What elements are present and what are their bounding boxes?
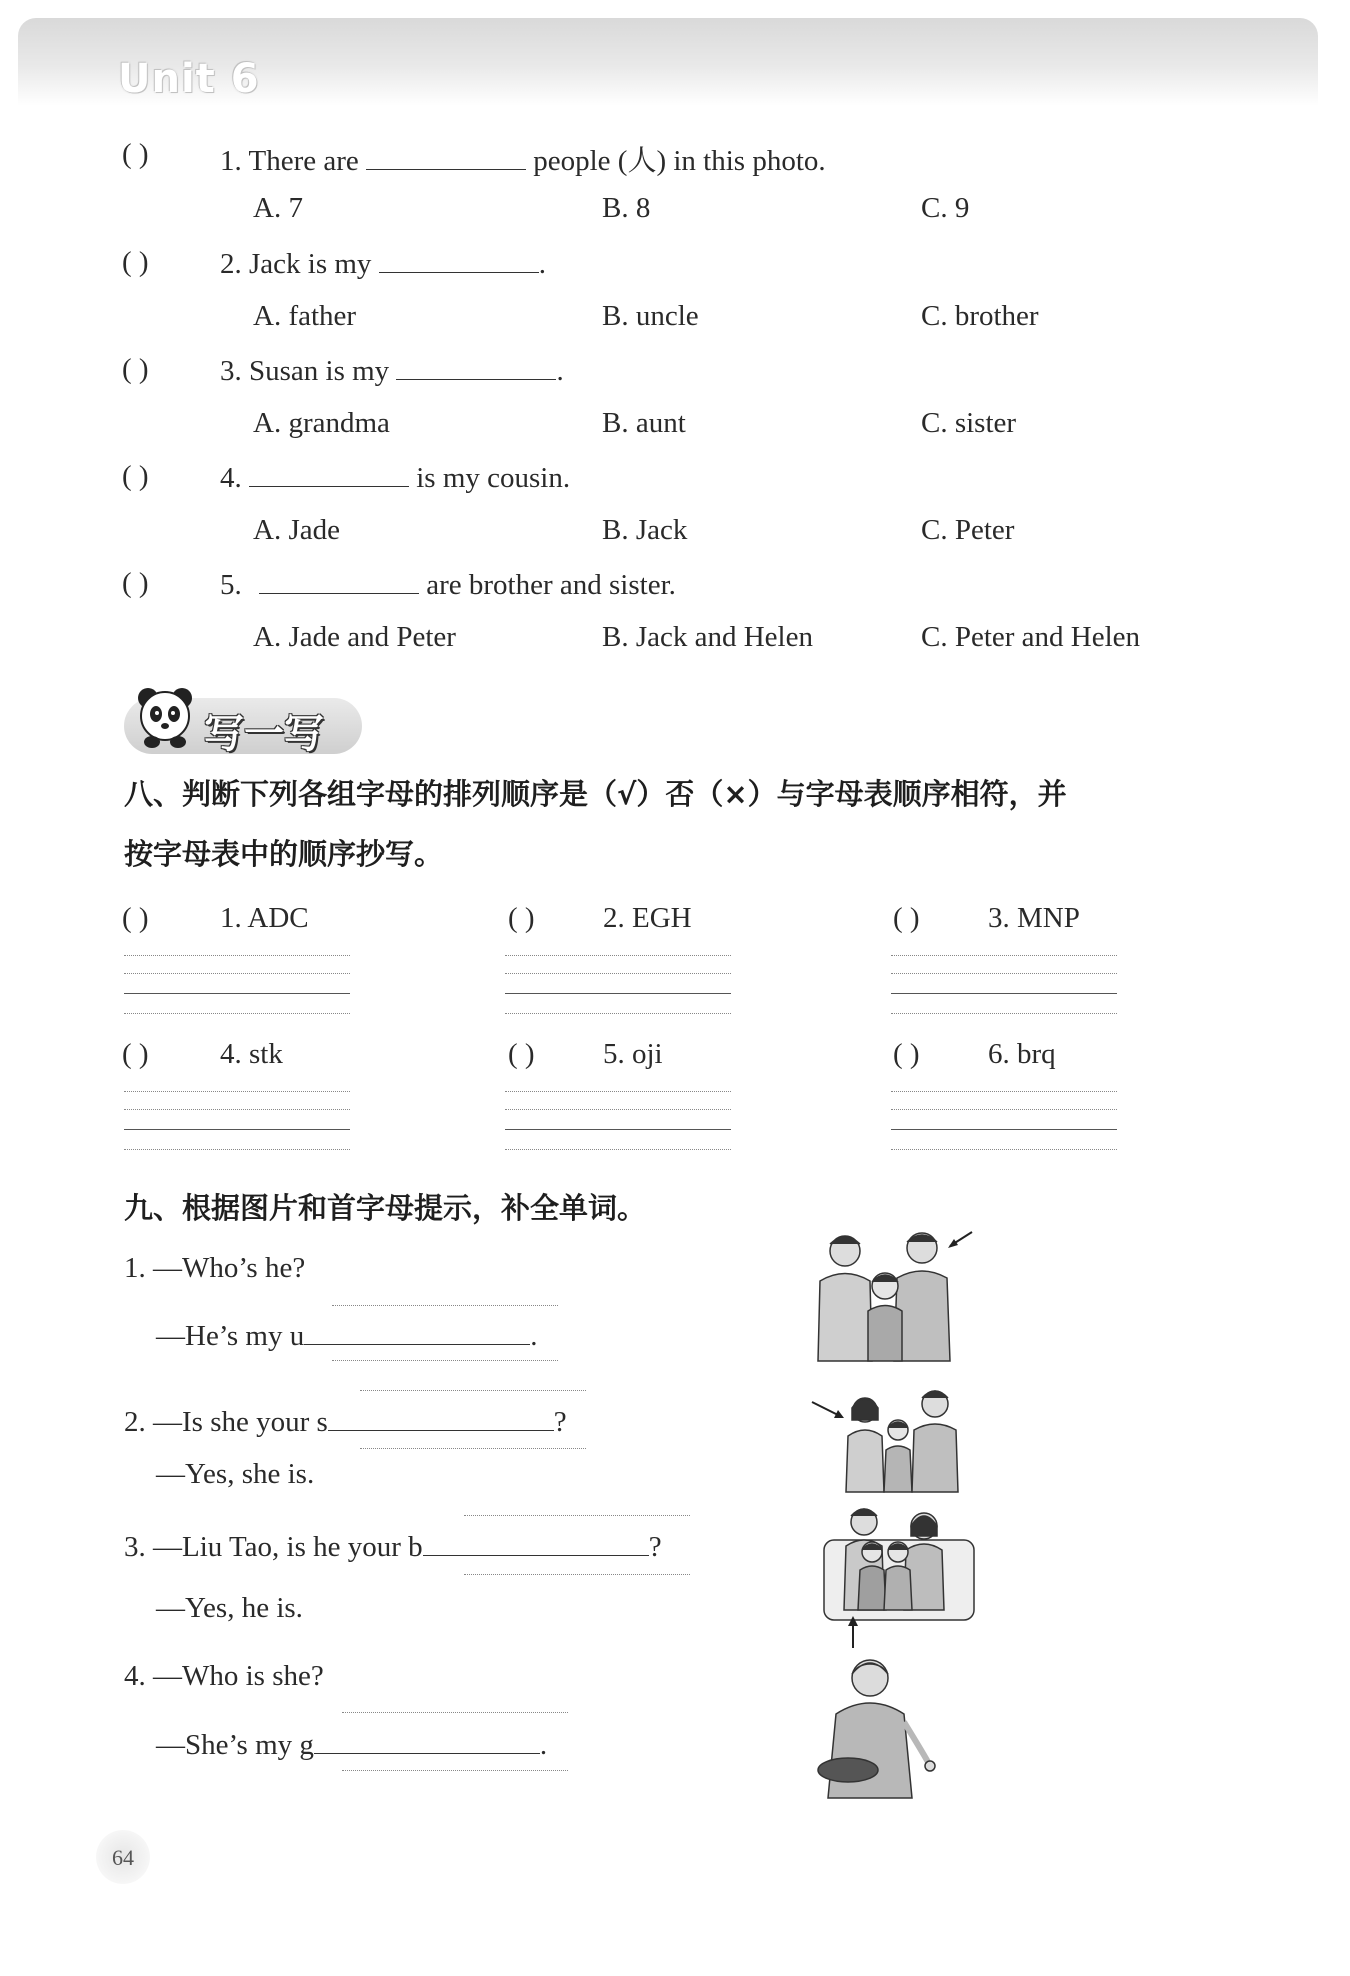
answer-paren[interactable]: ( ): [508, 902, 535, 934]
dialogue-2-question: 2. —Is she your s ?: [124, 1406, 567, 1438]
family-illustration: [810, 1226, 980, 1366]
option-b: B. 8: [602, 192, 651, 224]
answer-paren[interactable]: ( ): [893, 1038, 920, 1070]
writing-lines[interactable]: [124, 1091, 350, 1151]
option-a: A. father: [253, 300, 357, 332]
guide-line: [332, 1360, 558, 1361]
answer-blank[interactable]: [328, 1404, 554, 1431]
answer-paren[interactable]: ( ): [122, 902, 149, 934]
dialogue-2-answer: —Yes, she is.: [156, 1458, 315, 1490]
option-a: A. Jade and Peter: [253, 621, 456, 653]
dialogue-3-question: 3. —Liu Tao, is he your b ?: [124, 1531, 662, 1563]
answer-paren[interactable]: ( ): [122, 460, 149, 492]
page-number: 64: [112, 1845, 134, 1870]
writing-lines[interactable]: [124, 955, 350, 1015]
arrow-icon: [812, 1402, 844, 1418]
answer-paren[interactable]: ( ): [508, 1038, 535, 1070]
option-a: A. Jade: [253, 514, 340, 546]
option-c: C. 9: [921, 192, 970, 224]
letter-item-4: 4. stk: [220, 1038, 283, 1070]
arrow-icon: [848, 1616, 858, 1648]
dialogue-1-answer: —He’s my u .: [156, 1320, 538, 1352]
answer-paren[interactable]: ( ): [122, 567, 149, 599]
write-badge-label: 写一写: [204, 711, 324, 757]
family-illustration: [810, 1380, 980, 1500]
writing-lines[interactable]: [505, 1091, 731, 1151]
letter-item-6: 6. brq: [988, 1038, 1056, 1070]
option-b: B. aunt: [602, 407, 686, 439]
answer-blank[interactable]: [249, 460, 409, 487]
family-illustration: [820, 1500, 980, 1650]
answer-blank[interactable]: [314, 1727, 540, 1754]
section-9-title: 九、根据图片和首字母提示，补全单词。: [124, 1191, 647, 1225]
question-after: people (人) in this photo.: [533, 145, 826, 177]
answer-paren[interactable]: ( ): [122, 138, 149, 170]
option-b: B. Jack: [602, 514, 688, 546]
option-c: C. Peter and Helen: [921, 621, 1141, 653]
dialogue-1-question: 1. —Who’s he?: [124, 1252, 306, 1284]
answer-paren[interactable]: ( ): [122, 353, 149, 385]
section-8-title-line1: 八、判断下列各组字母的排列顺序是（√）否（×）与字母表顺序相符，并: [124, 777, 1067, 811]
option-c: C. sister: [921, 407, 1017, 439]
option-a: A. grandma: [253, 407, 390, 439]
answer-blank[interactable]: [379, 246, 539, 273]
guide-line: [360, 1390, 586, 1391]
answer-blank[interactable]: [259, 567, 419, 594]
answer-paren[interactable]: ( ): [122, 1038, 149, 1070]
dialogue-4-answer: —She’s my g .: [156, 1729, 548, 1761]
guide-line: [332, 1305, 558, 1306]
section-8-title-line2: 按字母表中的顺序抄写。: [124, 837, 444, 871]
writing-lines[interactable]: [891, 1091, 1117, 1151]
guide-line: [342, 1770, 568, 1771]
dialogue-4-question: 4. —Who is she?: [124, 1660, 324, 1692]
question-2: 2. Jack is my .: [220, 248, 546, 280]
answer-blank[interactable]: [304, 1318, 530, 1345]
unit-title: Unit 6: [118, 56, 260, 102]
guide-line: [360, 1448, 586, 1449]
letter-item-5: 5. oji: [603, 1038, 663, 1070]
panda-icon: [130, 684, 200, 750]
option-b: B. uncle: [602, 300, 699, 332]
option-b: B. Jack and Helen: [602, 621, 813, 653]
answer-blank[interactable]: [423, 1529, 649, 1556]
grandma-illustration: [808, 1652, 948, 1802]
writing-lines[interactable]: [505, 955, 731, 1015]
answer-blank[interactable]: [366, 143, 526, 170]
answer-paren[interactable]: ( ): [893, 902, 920, 934]
arrow-icon: [948, 1232, 972, 1248]
dialogue-3-answer: —Yes, he is.: [156, 1592, 303, 1624]
question-5: 5. are brother and sister.: [220, 569, 676, 601]
question-4: 4. is my cousin.: [220, 462, 571, 494]
answer-paren[interactable]: ( ): [122, 246, 149, 278]
letter-item-1: 1. ADC: [220, 902, 309, 934]
guide-line: [342, 1712, 568, 1713]
letter-item-3: 3. MNP: [988, 902, 1080, 934]
option-a: A. 7: [253, 192, 303, 224]
guide-line: [464, 1515, 690, 1516]
option-c: C. Peter: [921, 514, 1015, 546]
question-3: 3. Susan is my .: [220, 355, 564, 387]
question-before: There are: [248, 145, 359, 177]
option-c: C. brother: [921, 300, 1039, 332]
question-1: [220, 138, 826, 179]
guide-line: [464, 1574, 690, 1575]
answer-blank[interactable]: [396, 353, 556, 380]
question-number: 1.: [220, 145, 242, 177]
writing-lines[interactable]: [891, 955, 1117, 1015]
letter-item-2: 2. EGH: [603, 902, 692, 934]
